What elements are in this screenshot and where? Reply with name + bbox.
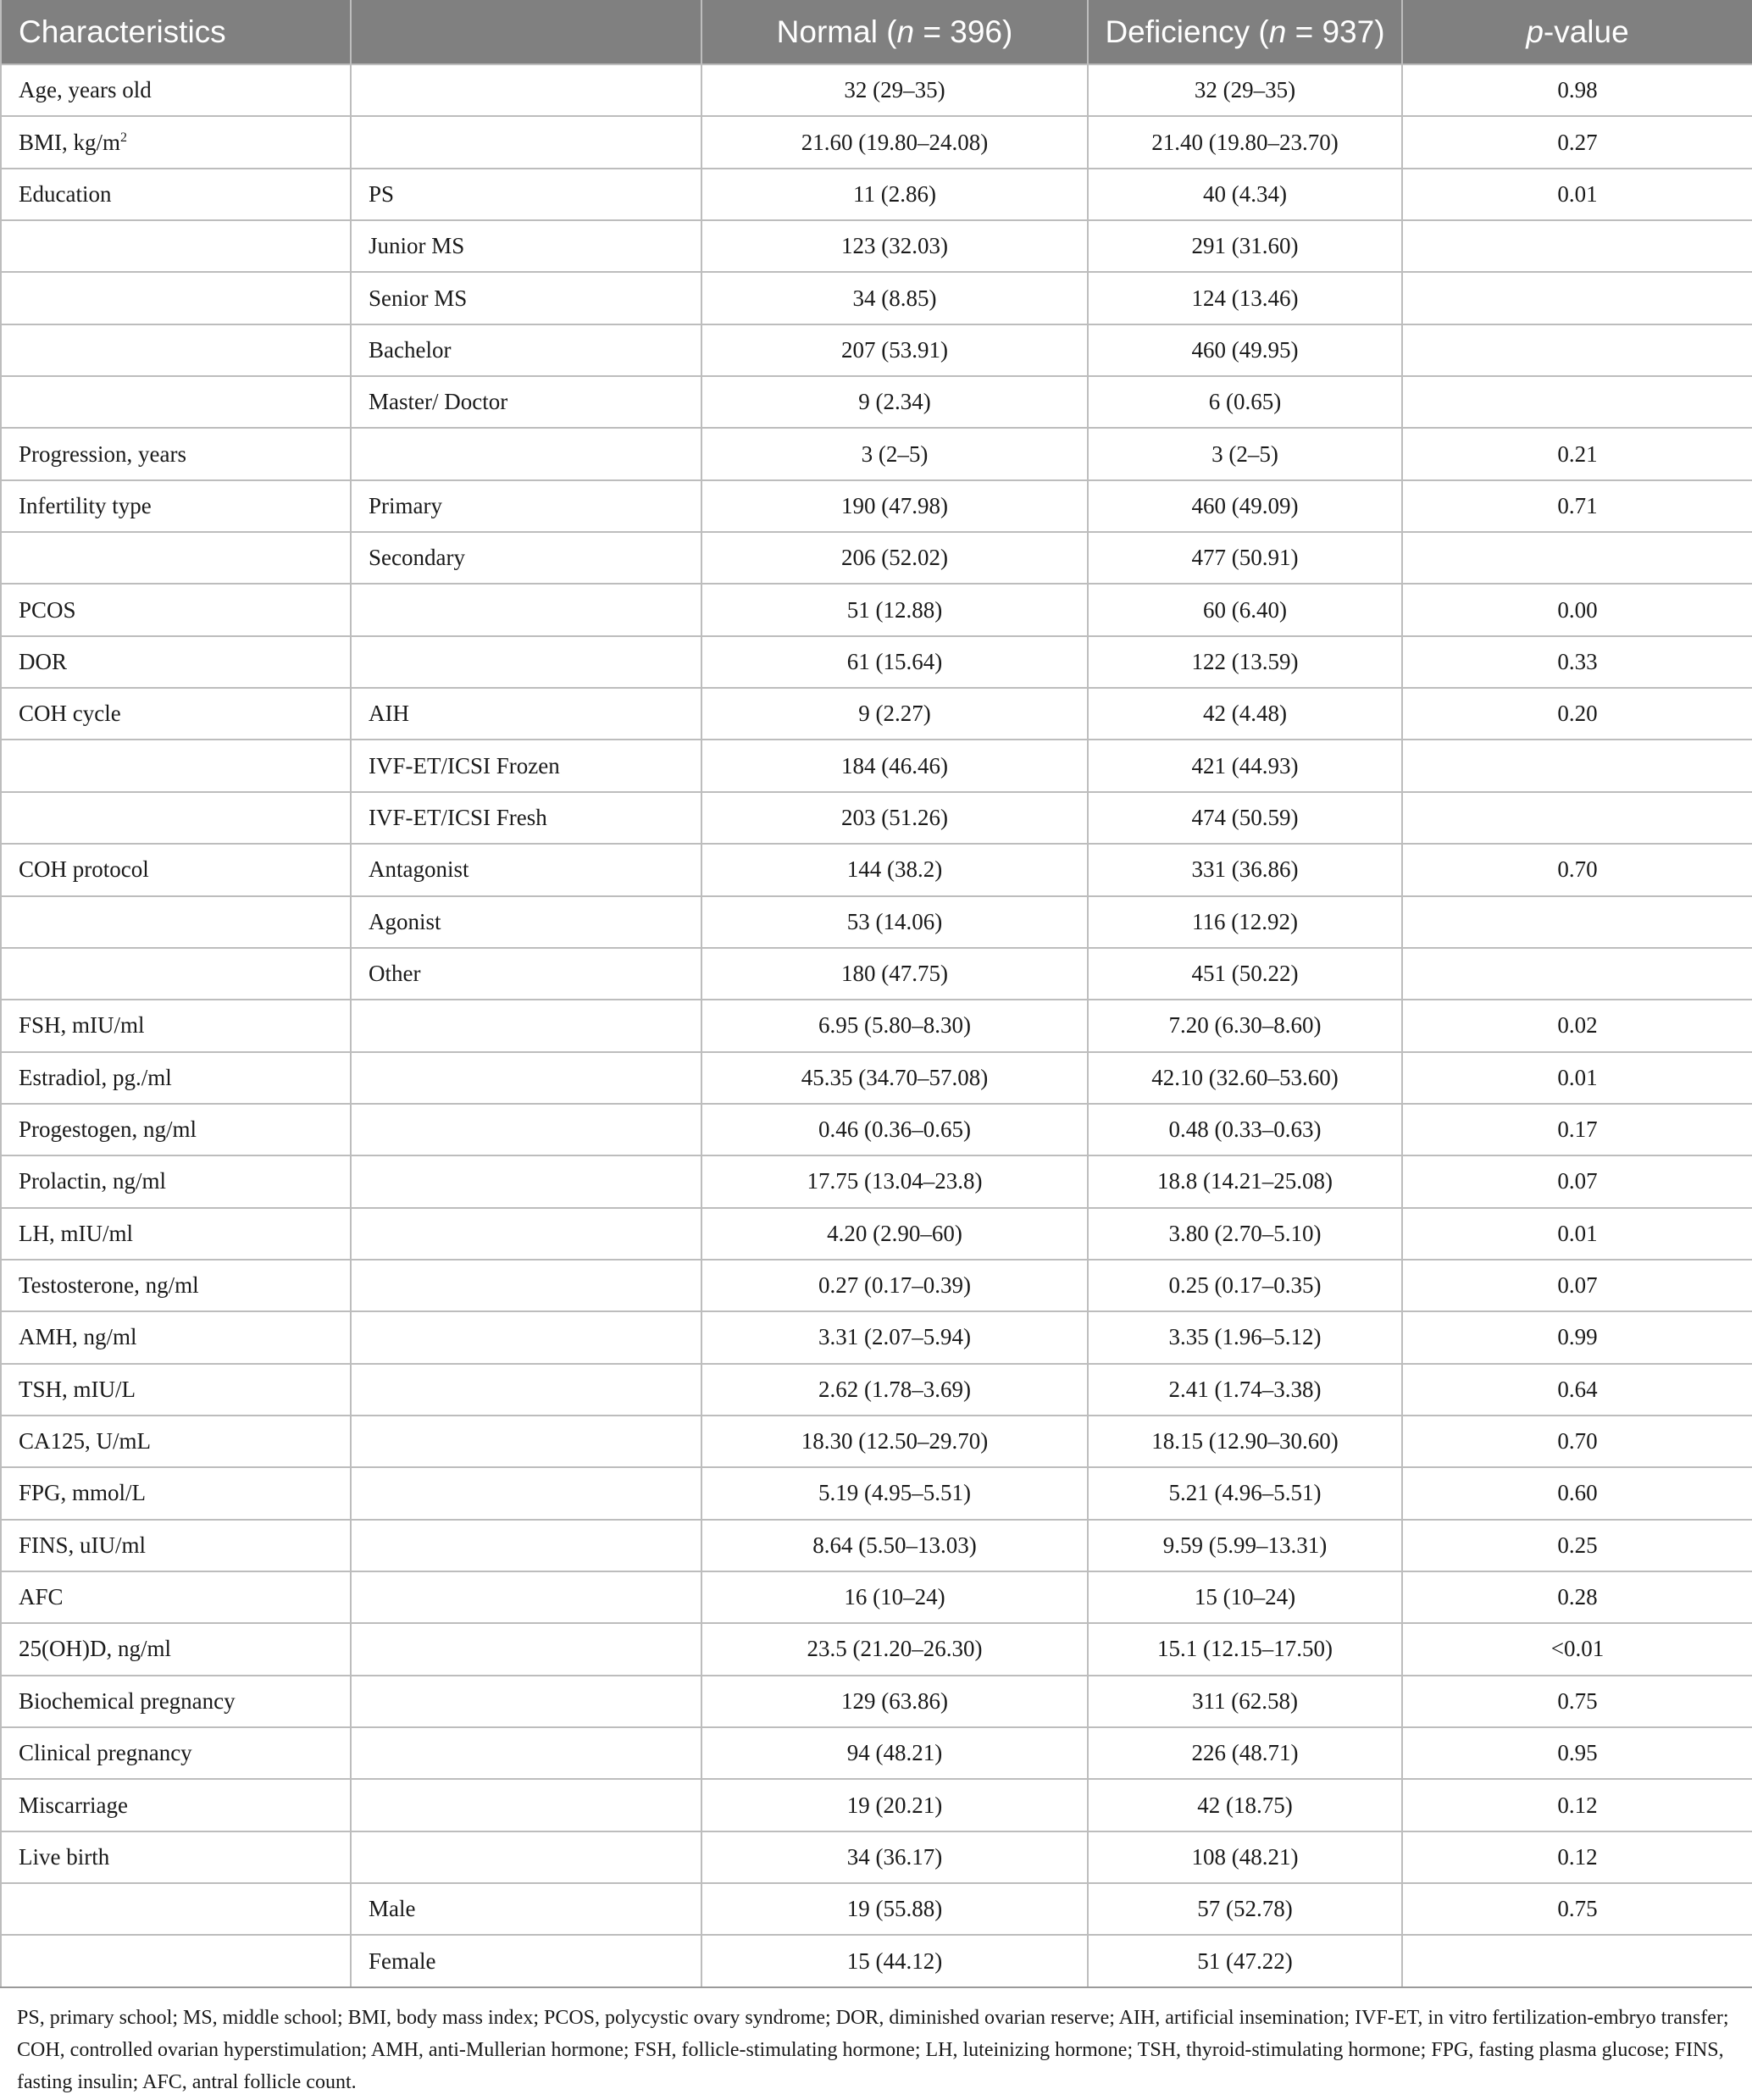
- cell-p-value: 0.01: [1402, 1208, 1752, 1260]
- cell-normal: 4.20 (2.90–60): [701, 1208, 1088, 1260]
- cell-deficiency: 6 (0.65): [1088, 376, 1402, 428]
- cell-characteristic: [1, 220, 351, 272]
- cell-deficiency: 51 (47.22): [1088, 1935, 1402, 1986]
- cell-subcategory: [351, 1623, 701, 1675]
- cell-p-value: <0.01: [1402, 1623, 1752, 1675]
- cell-p-value: [1402, 792, 1752, 844]
- table-row: [1, 1311, 1752, 1363]
- cell-subcategory: [351, 1000, 701, 1051]
- cell-characteristic: Progression, years: [1, 428, 351, 479]
- cell-p-value: [1402, 324, 1752, 376]
- cell-p-value: 0.28: [1402, 1571, 1752, 1623]
- cell-p-value: [1402, 376, 1752, 428]
- header-row: [1, 0, 1752, 64]
- cell-subcategory: [351, 1831, 701, 1883]
- table-footnote: PS, primary school; MS, middle school; BMI, body mass index; PCOS, polycystic ovary syndrome; DOR, diminished ovarian reserve; AIH, artificial insemination; IVF-ET, in vitro fertilization-embryo transfer; COH, controlled ovarian hyperstimulation; AMH, anti-Mullerian hormone; FSH, follicle-stimulating hormone; LH, luteinizing hormone; TSH, thyroid-stimulating hormone; FPG, fasting plasma glucose; FINS, fasting insulin; AFC, antral follicle count.: [17, 2006, 1729, 2093]
- cell-normal: 53 (14.06): [701, 896, 1088, 948]
- cell-p-value: 0.75: [1402, 1676, 1752, 1727]
- cell-p-value: 0.98: [1402, 64, 1752, 116]
- table-row: [1, 1104, 1752, 1155]
- cell-p-value: 0.01: [1402, 169, 1752, 220]
- cell-normal: 9 (2.34): [701, 376, 1088, 428]
- cell-normal: 34 (8.85): [701, 272, 1088, 324]
- cell-characteristic: FSH, mIU/ml: [1, 1000, 351, 1051]
- table-row: [1, 428, 1752, 479]
- cell-characteristic: Live birth: [1, 1831, 351, 1883]
- header-p-rest: -value: [1543, 14, 1629, 49]
- cell-p-value: [1402, 532, 1752, 584]
- header-normal-n: n: [896, 14, 915, 49]
- cell-subcategory: IVF-ET/ICSI Fresh: [351, 792, 701, 844]
- cell-subcategory: [351, 1676, 701, 1727]
- cell-characteristic: [1, 792, 351, 844]
- cell-characteristic: Estradiol, pg./ml: [1, 1052, 351, 1104]
- cell-p-value: 0.07: [1402, 1155, 1752, 1207]
- cell-deficiency: 108 (48.21): [1088, 1831, 1402, 1883]
- cell-characteristic: [1, 740, 351, 791]
- cell-characteristic: Miscarriage: [1, 1779, 351, 1831]
- table-row: [1, 1623, 1752, 1675]
- cell-deficiency: 477 (50.91): [1088, 532, 1402, 584]
- cell-characteristic: Infertility type: [1, 480, 351, 532]
- cell-p-value: 0.20: [1402, 688, 1752, 740]
- cell-normal: 17.75 (13.04–23.8): [701, 1155, 1088, 1207]
- cell-normal: 32 (29–35): [701, 64, 1088, 116]
- cell-subcategory: Master/ Doctor: [351, 376, 701, 428]
- table-row: [1, 1676, 1752, 1727]
- cell-normal: 11 (2.86): [701, 169, 1088, 220]
- bmi-label: BMI, kg/m: [19, 129, 121, 155]
- cell-deficiency: 15.1 (12.15–17.50): [1088, 1623, 1402, 1675]
- table-row: [1, 169, 1752, 220]
- cell-subcategory: PS: [351, 169, 701, 220]
- cell-normal: 6.95 (5.80–8.30): [701, 1000, 1088, 1051]
- cell-normal: 18.30 (12.50–29.70): [701, 1416, 1088, 1467]
- header-deficiency-n: n: [1268, 14, 1287, 49]
- cell-deficiency: 0.48 (0.33–0.63): [1088, 1104, 1402, 1155]
- cell-normal: 23.5 (21.20–26.30): [701, 1623, 1088, 1675]
- cell-subcategory: Agonist: [351, 896, 701, 948]
- cell-characteristic: DOR: [1, 636, 351, 688]
- header-p-italic: p: [1526, 14, 1544, 49]
- header-normal: [701, 0, 1088, 64]
- cell-characteristic: [1, 896, 351, 948]
- table-row: [1, 1727, 1752, 1779]
- table-row: [1, 116, 1752, 168]
- cell-normal: 9 (2.27): [701, 688, 1088, 740]
- cell-deficiency: 226 (48.71): [1088, 1727, 1402, 1779]
- cell-p-value: 0.64: [1402, 1364, 1752, 1416]
- cell-normal: 51 (12.88): [701, 584, 1088, 635]
- table-row: [1, 792, 1752, 844]
- cell-p-value: 0.07: [1402, 1260, 1752, 1311]
- cell-subcategory: [351, 1520, 701, 1571]
- cell-p-value: 0.21: [1402, 428, 1752, 479]
- cell-deficiency: 291 (31.60): [1088, 220, 1402, 272]
- cell-subcategory: Bachelor: [351, 324, 701, 376]
- table-row: [1, 688, 1752, 740]
- cell-characteristic: CA125, U/mL: [1, 1416, 351, 1467]
- cell-deficiency: 460 (49.95): [1088, 324, 1402, 376]
- cell-p-value: 0.71: [1402, 480, 1752, 532]
- cell-p-value: 0.17: [1402, 1104, 1752, 1155]
- cell-characteristic: AMH, ng/ml: [1, 1311, 351, 1363]
- table-row: [1, 532, 1752, 584]
- cell-characteristic: Clinical pregnancy: [1, 1727, 351, 1779]
- header-deficiency-post: = 937): [1286, 14, 1385, 49]
- table-row: [1, 1208, 1752, 1260]
- table-row: [1, 948, 1752, 1000]
- cell-normal: 15 (44.12): [701, 1935, 1088, 1986]
- cell-normal: 19 (55.88): [701, 1883, 1088, 1935]
- cell-characteristic: PCOS: [1, 584, 351, 635]
- cell-normal: 123 (32.03): [701, 220, 1088, 272]
- cell-characteristic: [1, 272, 351, 324]
- table-row: [1, 1520, 1752, 1571]
- cell-subcategory: Female: [351, 1935, 701, 1986]
- header-characteristics: Characteristics: [1, 0, 351, 64]
- cell-normal: 184 (46.46): [701, 740, 1088, 791]
- cell-subcategory: Senior MS: [351, 272, 701, 324]
- cell-deficiency: 3 (2–5): [1088, 428, 1402, 479]
- cell-p-value: [1402, 948, 1752, 1000]
- cell-deficiency: 21.40 (19.80–23.70): [1088, 116, 1402, 168]
- cell-p-value: [1402, 1935, 1752, 1986]
- cell-normal: 206 (52.02): [701, 532, 1088, 584]
- cell-normal: 0.27 (0.17–0.39): [701, 1260, 1088, 1311]
- cell-deficiency: 5.21 (4.96–5.51): [1088, 1467, 1402, 1519]
- cell-normal: 2.62 (1.78–3.69): [701, 1364, 1088, 1416]
- cell-characteristic: [1, 1883, 351, 1935]
- cell-normal: 5.19 (4.95–5.51): [701, 1467, 1088, 1519]
- cell-subcategory: Primary: [351, 480, 701, 532]
- cell-normal: 8.64 (5.50–13.03): [701, 1520, 1088, 1571]
- cell-p-value: [1402, 740, 1752, 791]
- table-row: [1, 740, 1752, 791]
- table-row: [1, 636, 1752, 688]
- cell-deficiency: 474 (50.59): [1088, 792, 1402, 844]
- table-row: [1, 1571, 1752, 1623]
- cell-subcategory: Other: [351, 948, 701, 1000]
- cell-subcategory: Secondary: [351, 532, 701, 584]
- table-row: [1, 1416, 1752, 1467]
- table-row: [1, 1779, 1752, 1831]
- cell-p-value: 0.95: [1402, 1727, 1752, 1779]
- cell-characteristic: Biochemical pregnancy: [1, 1676, 351, 1727]
- header-deficiency-pre: Deficiency (: [1105, 14, 1269, 49]
- cell-characteristic: Testosterone, ng/ml: [1, 1260, 351, 1311]
- cell-deficiency: 7.20 (6.30–8.60): [1088, 1000, 1402, 1051]
- cell-characteristic: Prolactin, ng/ml: [1, 1155, 351, 1207]
- cell-subcategory: IVF-ET/ICSI Frozen: [351, 740, 701, 791]
- cell-subcategory: [351, 1779, 701, 1831]
- cell-normal: 180 (47.75): [701, 948, 1088, 1000]
- cell-p-value: 0.25: [1402, 1520, 1752, 1571]
- cell-subcategory: [351, 1155, 701, 1207]
- cell-subcategory: [351, 428, 701, 479]
- cell-normal: 45.35 (34.70–57.08): [701, 1052, 1088, 1104]
- cell-deficiency: 460 (49.09): [1088, 480, 1402, 532]
- table-row: [1, 1260, 1752, 1311]
- cell-normal: 129 (63.86): [701, 1676, 1088, 1727]
- cell-characteristic: COH protocol: [1, 844, 351, 895]
- cell-p-value: 0.33: [1402, 636, 1752, 688]
- cell-deficiency: 3.80 (2.70–5.10): [1088, 1208, 1402, 1260]
- header-p-value: [1402, 0, 1752, 64]
- cell-deficiency: 60 (6.40): [1088, 584, 1402, 635]
- cell-p-value: [1402, 896, 1752, 948]
- cell-subcategory: Junior MS: [351, 220, 701, 272]
- cell-normal: 3 (2–5): [701, 428, 1088, 479]
- cell-characteristic: Age, years old: [1, 64, 351, 116]
- table-row: [1, 1052, 1752, 1104]
- cell-deficiency: 451 (50.22): [1088, 948, 1402, 1000]
- cell-normal: 21.60 (19.80–24.08): [701, 116, 1088, 168]
- cell-deficiency: 18.15 (12.90–30.60): [1088, 1416, 1402, 1467]
- cell-deficiency: 57 (52.78): [1088, 1883, 1402, 1935]
- cell-subcategory: [351, 1052, 701, 1104]
- table-row: [1, 1000, 1752, 1051]
- cell-deficiency: 32 (29–35): [1088, 64, 1402, 116]
- cell-subcategory: [351, 584, 701, 635]
- cell-subcategory: [351, 1104, 701, 1155]
- cell-p-value: 0.75: [1402, 1883, 1752, 1935]
- cell-subcategory: Male: [351, 1883, 701, 1935]
- cell-subcategory: AIH: [351, 688, 701, 740]
- table-row: [1, 220, 1752, 272]
- cell-normal: 190 (47.98): [701, 480, 1088, 532]
- cell-subcategory: [351, 1208, 701, 1260]
- cell-deficiency: 331 (36.86): [1088, 844, 1402, 895]
- cell-subcategory: [351, 1416, 701, 1467]
- cell-deficiency: 0.25 (0.17–0.35): [1088, 1260, 1402, 1311]
- table-row: [1, 1155, 1752, 1207]
- cell-subcategory: [351, 636, 701, 688]
- table-row: [1, 1467, 1752, 1519]
- cell-p-value: 0.99: [1402, 1311, 1752, 1363]
- cell-subcategory: Antagonist: [351, 844, 701, 895]
- cell-p-value: 0.01: [1402, 1052, 1752, 1104]
- table-body: [1, 64, 1752, 1987]
- cell-normal: 19 (20.21): [701, 1779, 1088, 1831]
- cell-normal: 34 (36.17): [701, 1831, 1088, 1883]
- table-row: [1, 1831, 1752, 1883]
- cell-deficiency: 42 (18.75): [1088, 1779, 1402, 1831]
- cell-normal: 207 (53.91): [701, 324, 1088, 376]
- cell-deficiency: 122 (13.59): [1088, 636, 1402, 688]
- cell-subcategory: [351, 1727, 701, 1779]
- cell-p-value: 0.12: [1402, 1831, 1752, 1883]
- cell-characteristic: [1, 532, 351, 584]
- header-normal-post: = 396): [914, 14, 1013, 49]
- cell-normal: 0.46 (0.36–0.65): [701, 1104, 1088, 1155]
- cell-characteristic: FINS, uIU/ml: [1, 1520, 351, 1571]
- cell-deficiency: 9.59 (5.99–13.31): [1088, 1520, 1402, 1571]
- cell-deficiency: 124 (13.46): [1088, 272, 1402, 324]
- cell-deficiency: 421 (44.93): [1088, 740, 1402, 791]
- cell-normal: 94 (48.21): [701, 1727, 1088, 1779]
- table-row: [1, 844, 1752, 895]
- cell-characteristic: [1, 116, 351, 168]
- cell-subcategory: [351, 1467, 701, 1519]
- header-deficiency: [1088, 0, 1402, 64]
- cell-characteristic: 25(OH)D, ng/ml: [1, 1623, 351, 1675]
- cell-p-value: 0.02: [1402, 1000, 1752, 1051]
- table-row: [1, 896, 1752, 948]
- cell-deficiency: 116 (12.92): [1088, 896, 1402, 948]
- table-row: [1, 1364, 1752, 1416]
- cell-subcategory: [351, 1571, 701, 1623]
- cell-subcategory: [351, 1364, 701, 1416]
- cell-p-value: 0.00: [1402, 584, 1752, 635]
- cell-normal: 203 (51.26): [701, 792, 1088, 844]
- cell-normal: 3.31 (2.07–5.94): [701, 1311, 1088, 1363]
- cell-normal: 61 (15.64): [701, 636, 1088, 688]
- cell-characteristic: [1, 1935, 351, 1986]
- cell-deficiency: 3.35 (1.96–5.12): [1088, 1311, 1402, 1363]
- cell-characteristic: COH cycle: [1, 688, 351, 740]
- cell-p-value: [1402, 272, 1752, 324]
- cell-characteristic: Education: [1, 169, 351, 220]
- cell-deficiency: 18.8 (14.21–25.08): [1088, 1155, 1402, 1207]
- table-row: [1, 584, 1752, 635]
- cell-characteristic: [1, 324, 351, 376]
- cell-deficiency: 2.41 (1.74–3.38): [1088, 1364, 1402, 1416]
- cell-p-value: 0.70: [1402, 1416, 1752, 1467]
- table-row: [1, 324, 1752, 376]
- cell-subcategory: [351, 116, 701, 168]
- cell-deficiency: 42 (4.48): [1088, 688, 1402, 740]
- table-row: [1, 272, 1752, 324]
- header-subcategory: [351, 0, 701, 64]
- cell-characteristic: FPG, mmol/L: [1, 1467, 351, 1519]
- cell-normal: 144 (38.2): [701, 844, 1088, 895]
- cell-p-value: 0.27: [1402, 116, 1752, 168]
- cell-subcategory: [351, 64, 701, 116]
- cell-characteristic: TSH, mIU/L: [1, 1364, 351, 1416]
- cell-characteristic: AFC: [1, 1571, 351, 1623]
- cell-deficiency: 311 (62.58): [1088, 1676, 1402, 1727]
- table-header: [1, 0, 1752, 64]
- table-row: [1, 480, 1752, 532]
- cell-characteristic: [1, 948, 351, 1000]
- cell-characteristic: LH, mIU/ml: [1, 1208, 351, 1260]
- table-row: [1, 1935, 1752, 1986]
- table-row: [1, 1883, 1752, 1935]
- cell-p-value: 0.70: [1402, 844, 1752, 895]
- cell-deficiency: 40 (4.34): [1088, 169, 1402, 220]
- cell-p-value: 0.12: [1402, 1779, 1752, 1831]
- cell-subcategory: [351, 1311, 701, 1363]
- cell-p-value: 0.60: [1402, 1467, 1752, 1519]
- cell-deficiency: 15 (10–24): [1088, 1571, 1402, 1623]
- cell-normal: 16 (10–24): [701, 1571, 1088, 1623]
- cell-subcategory: [351, 1260, 701, 1311]
- table-row: [1, 376, 1752, 428]
- table-row: [1, 64, 1752, 116]
- bmi-label-superscript: 2: [120, 130, 128, 145]
- cell-deficiency: 42.10 (32.60–53.60): [1088, 1052, 1402, 1104]
- cell-p-value: [1402, 220, 1752, 272]
- header-normal-pre: Normal (: [776, 14, 897, 49]
- cell-characteristic: Progestogen, ng/ml: [1, 1104, 351, 1155]
- cell-characteristic: [1, 376, 351, 428]
